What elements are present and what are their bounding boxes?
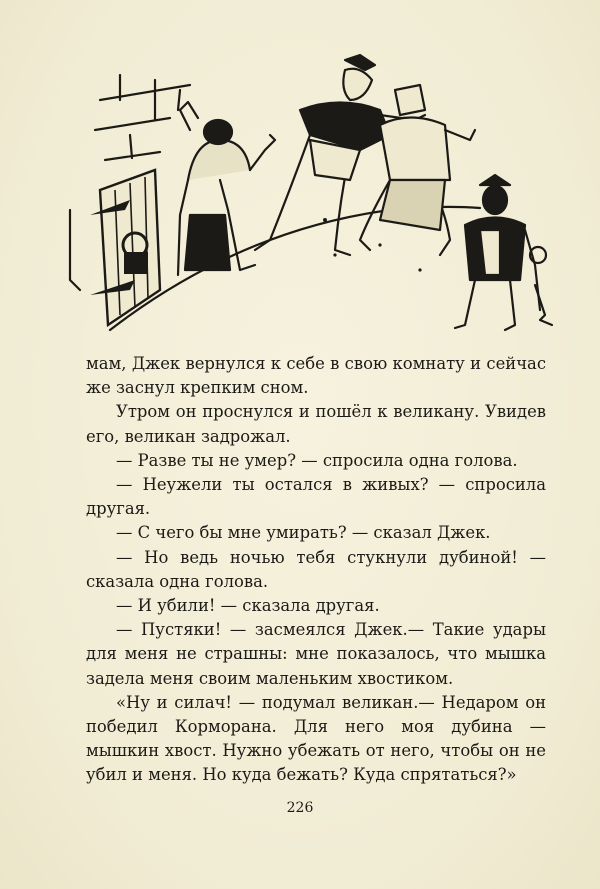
paragraph: «Ну и силач! — подумал великан.— Недаром он победил Корморана. Для него моя дубина — мышкин хвост. Нужно убежать от него, чтобы он не убил и меня. Но куда бежать? Куда спрятаться?» (86, 692, 546, 785)
illustration (60, 40, 560, 340)
paragraph: — И убили! — сказала другая. (116, 596, 380, 616)
figure-guard (178, 102, 275, 275)
paragraph: — Разве ты не умер? — спросила одна голова. (116, 450, 518, 470)
page-number: 226 (286, 800, 314, 816)
paragraph: Утром он проснулся и пошёл к великану. Увидев его, великан задрожал. (86, 402, 546, 446)
paragraph: — Но ведь ночью тебя стукнули дубиной! — сказала одна голова. (86, 547, 546, 591)
paragraph: — Пустяки! — засмеялся Джек.— Такие удары для меня не страшны: мне показалось, что мышка задела меня своим маленьким хвостиком. (86, 620, 546, 688)
paragraph: мам, Джек вернулся к себе в свою комнату и сейчас же заснул крепким сном. (86, 354, 546, 398)
body-text (86, 352, 546, 788)
paragraph: — С чего бы мне умирать? — сказал Джек. (116, 523, 491, 543)
paragraph: — Неужели ты остался в живых? — спросила другая. (86, 475, 546, 519)
figure-jack (455, 175, 552, 330)
